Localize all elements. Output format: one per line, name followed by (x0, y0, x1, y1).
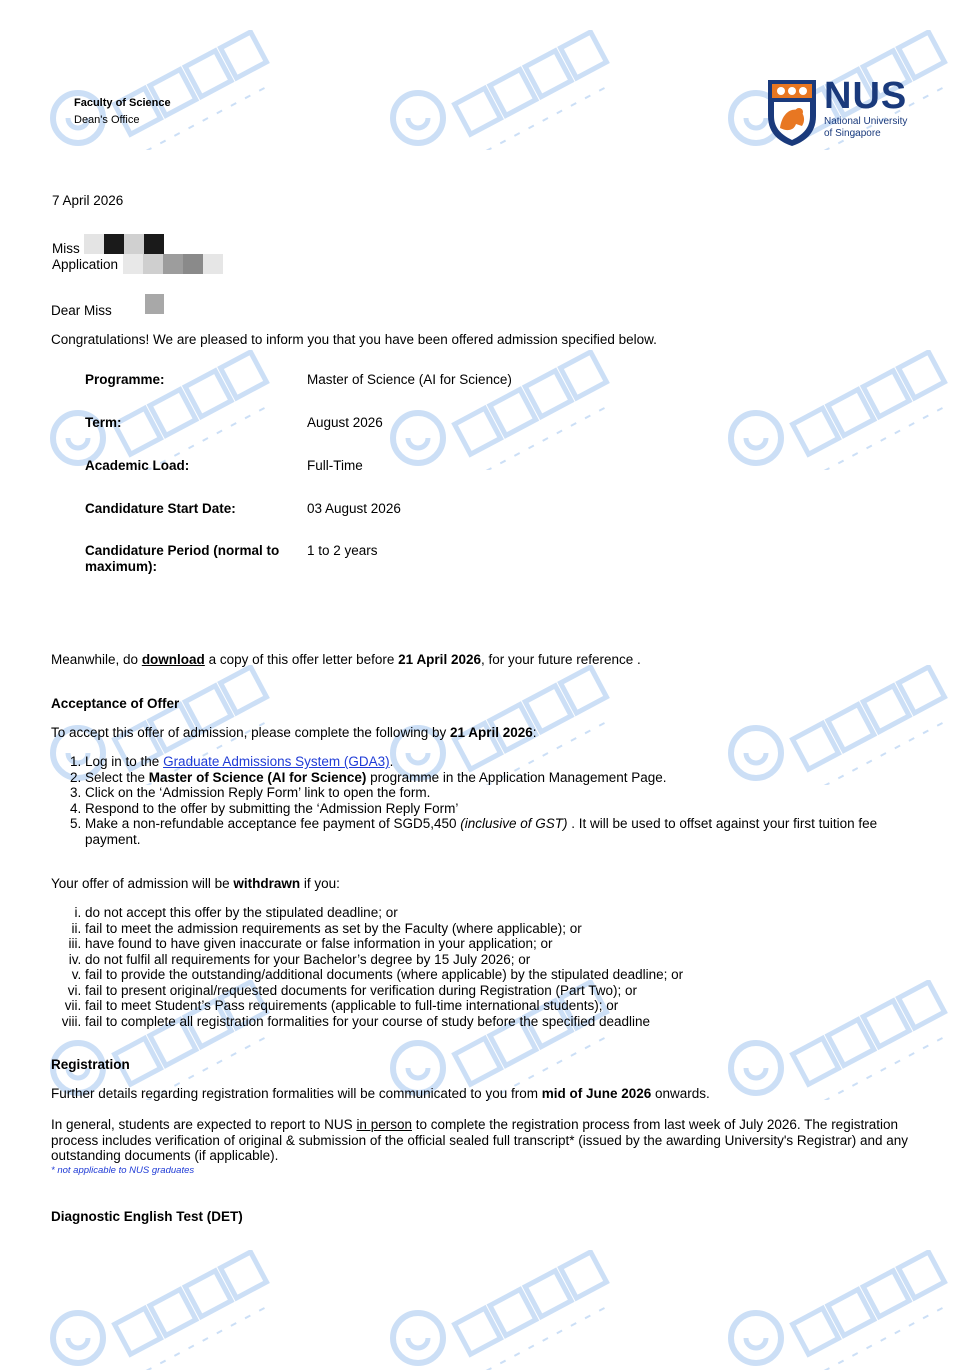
list-item: 2. Select the Master of Science (AI for Science) programme in the Application Management Page. (85, 770, 931, 786)
detail-row (85, 415, 512, 458)
faculty-name: Faculty of Science (74, 97, 171, 109)
nus-logo-line2: of Singapore (824, 128, 881, 139)
list-item: iv. do not fulfil all requirements for your Bachelor’s degree by 15 July 2026; or (85, 952, 931, 968)
watermark (44, 30, 284, 150)
detail-value: 1 to 2 years (307, 543, 378, 558)
watermark (722, 1250, 962, 1370)
registration-paragraph-1: Further details regarding registration formalities will be communicated to you from mid of June 2026 onwards. (51, 1086, 710, 1101)
office-name: Dean's Office (74, 114, 140, 126)
detail-label: Academic Load: (85, 458, 190, 473)
list-item: 4. Respond to the offer by submitting the ‘Admission Reply Form’ (85, 801, 931, 817)
withdrawal-intro: Your offer of admission will be withdrawn if you: (51, 876, 340, 891)
nus-crest-icon (766, 78, 818, 148)
detail-row (85, 543, 512, 575)
application-label: Application (52, 257, 119, 272)
addressee-title: Miss (52, 241, 80, 256)
detail-label: Candidature Period (normal to maximum): (85, 543, 280, 574)
list-item: iii. have found to have given inaccurate or false information in your application; or (85, 936, 931, 952)
list-item: viii. fail to complete all registration formalities for your course of study before the specified deadline (85, 1014, 931, 1030)
acceptance-heading: Acceptance of Offer (51, 696, 180, 711)
intro-paragraph: Congratulations! We are pleased to inform you that you have been offered admission specified below. (51, 332, 657, 347)
list-item: 3. Click on the ‘Admission Reply Form’ link to open the form. (85, 785, 931, 801)
detail-row (85, 372, 512, 415)
acceptance-steps (51, 754, 931, 847)
gda3-link[interactable]: Graduate Admissions System (GDA3) (163, 754, 390, 769)
nus-logo (766, 75, 926, 150)
registration-heading: Registration (51, 1057, 130, 1072)
nus-logo-line1: National University (824, 116, 908, 127)
registration-paragraph-2: In general, students are expected to report to NUS in person to complete the registration process from last week of July 2026. The registration process includes verification of original & submission of the official sealed full transcript* (issued by the awarding University's Registrar) and any outstanding documents (if applicable). (51, 1117, 908, 1163)
footnote: * not applicable to NUS graduates (51, 1165, 195, 1176)
redacted-surname (145, 294, 164, 314)
detail-value: Master of Science (AI for Science) (307, 372, 512, 387)
nus-logo-text: NUS (824, 75, 908, 117)
detail-label: Programme: (85, 372, 165, 387)
withdrawal-conditions (51, 905, 931, 1029)
list-item: 5. Make a non-refundable acceptance fee payment of SGD5,450 (inclusive of GST) . It will be used to offset against your first tuition fee payment. (85, 816, 931, 847)
detail-row (85, 501, 512, 543)
watermark (384, 1250, 624, 1370)
detail-row (85, 458, 512, 501)
download-paragraph: Meanwhile, do download a copy of this offer letter before 21 April 2026, for your future reference . (51, 652, 641, 667)
letter-date: 7 April 2026 (52, 193, 124, 208)
list-item: ii. fail to meet the admission requirements as set by the Faculty (where applicable); or (85, 921, 931, 937)
detail-label: Candidature Start Date: (85, 501, 236, 516)
watermark (44, 1250, 284, 1370)
watermark (384, 30, 624, 150)
programme-details-table (85, 372, 512, 575)
watermark (722, 350, 962, 470)
list-item: v. fail to provide the outstanding/additional documents (where applicable) by the stipulated deadline; or (85, 967, 931, 983)
detail-value: 03 August 2026 (307, 501, 401, 516)
detail-value: Full-Time (307, 458, 363, 473)
list-item: vi. fail to present original/requested documents for verification during Registration (Part Two); or (85, 983, 931, 999)
acceptance-intro: To accept this offer of admission, please complete the following by 21 April 2026: (51, 725, 537, 740)
salutation: Dear Miss (51, 303, 112, 318)
download-link[interactable]: download (141, 652, 205, 667)
list-item: 1. Log in to the Graduate Admissions System (GDA3). (85, 754, 931, 770)
list-item: i. do not accept this offer by the stipulated deadline; or (85, 905, 931, 921)
redacted-name (84, 234, 164, 254)
detail-label: Term: (85, 415, 122, 430)
detail-value: August 2026 (307, 415, 383, 430)
redacted-application-number (123, 254, 223, 274)
det-heading: Diagnostic English Test (DET) (51, 1209, 243, 1224)
list-item: vii. fail to meet Student’s Pass requirements (applicable to full-time international students); or (85, 998, 931, 1014)
